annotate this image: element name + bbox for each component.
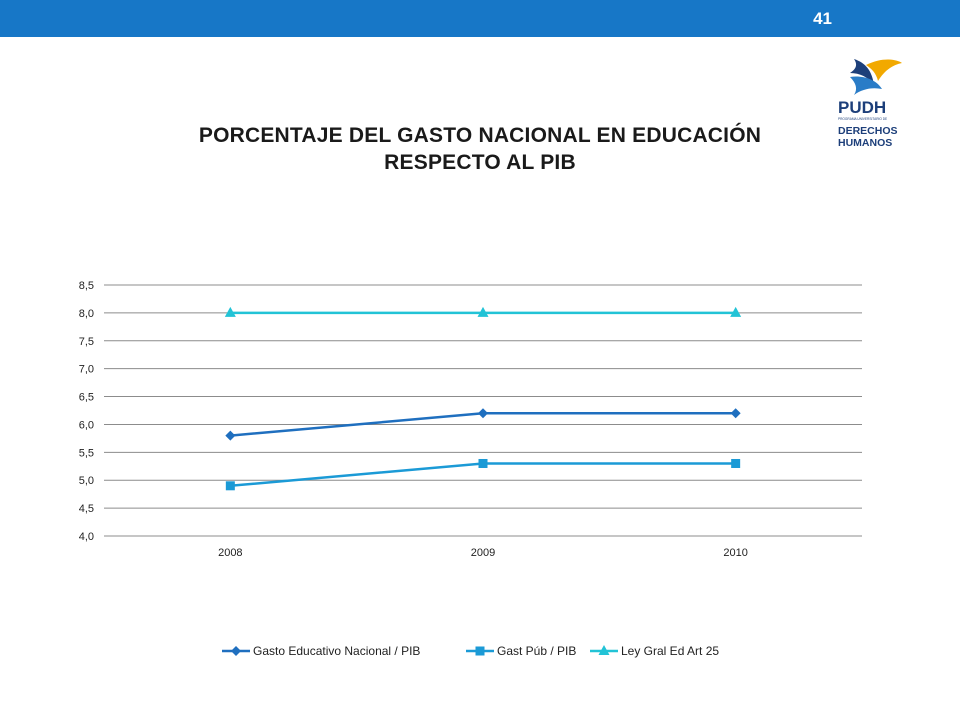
x-tick-labels: [218, 547, 748, 559]
logo-name: PUDH: [838, 98, 887, 117]
series-3: [225, 307, 741, 317]
data-point: [226, 481, 235, 490]
y-tick-label: 5,5: [78, 447, 94, 460]
legend-marker: [476, 647, 485, 656]
legend-marker: [231, 646, 241, 656]
y-tick-label: 4,0: [78, 531, 94, 543]
legend-label: Gast Púb / PIB: [497, 644, 577, 658]
legend: [222, 644, 719, 658]
data-point: [225, 431, 235, 441]
chart-title-line2: RESPECTO AL PIB: [384, 151, 576, 174]
series-layer: [225, 307, 741, 490]
y-tick-label: 5,0: [78, 475, 94, 488]
logo-subtitle: PROGRAMA UNIVERSITARIO DE: [838, 117, 888, 121]
slide-number: 41: [813, 9, 832, 28]
legend-item: [466, 644, 576, 658]
legend-item: [590, 644, 719, 658]
logo-line1: DERECHOS: [838, 125, 898, 137]
legend-label: Gasto Educativo Nacional / PIB: [253, 644, 421, 658]
data-point: [479, 459, 488, 468]
data-point: [478, 408, 488, 418]
legend-label: Ley Gral Ed Art 25: [621, 644, 720, 658]
y-tick-labels: [79, 280, 94, 543]
x-tick-label: 2009: [470, 547, 496, 559]
y-tick-label: 7,5: [78, 335, 94, 348]
legend-item: [222, 644, 420, 658]
y-tick-label: 4,5: [78, 503, 94, 516]
y-tick-label: 8,0: [78, 307, 94, 320]
y-tick-label: 7,0: [78, 363, 94, 376]
x-tick-label: 2010: [723, 547, 748, 559]
chart-title-line1: PORCENTAJE DEL GASTO NACIONAL EN EDUCACIÓN: [198, 124, 762, 147]
logo-line2: HUMANOS: [838, 137, 893, 149]
y-tick-label: 8,5: [78, 280, 94, 292]
x-tick-label: 2008: [218, 547, 243, 559]
series-2: [226, 459, 740, 490]
y-tick-label: 6,5: [78, 391, 94, 404]
data-point: [731, 459, 740, 468]
data-point: [731, 408, 741, 418]
y-tick-label: 6,0: [78, 419, 94, 432]
